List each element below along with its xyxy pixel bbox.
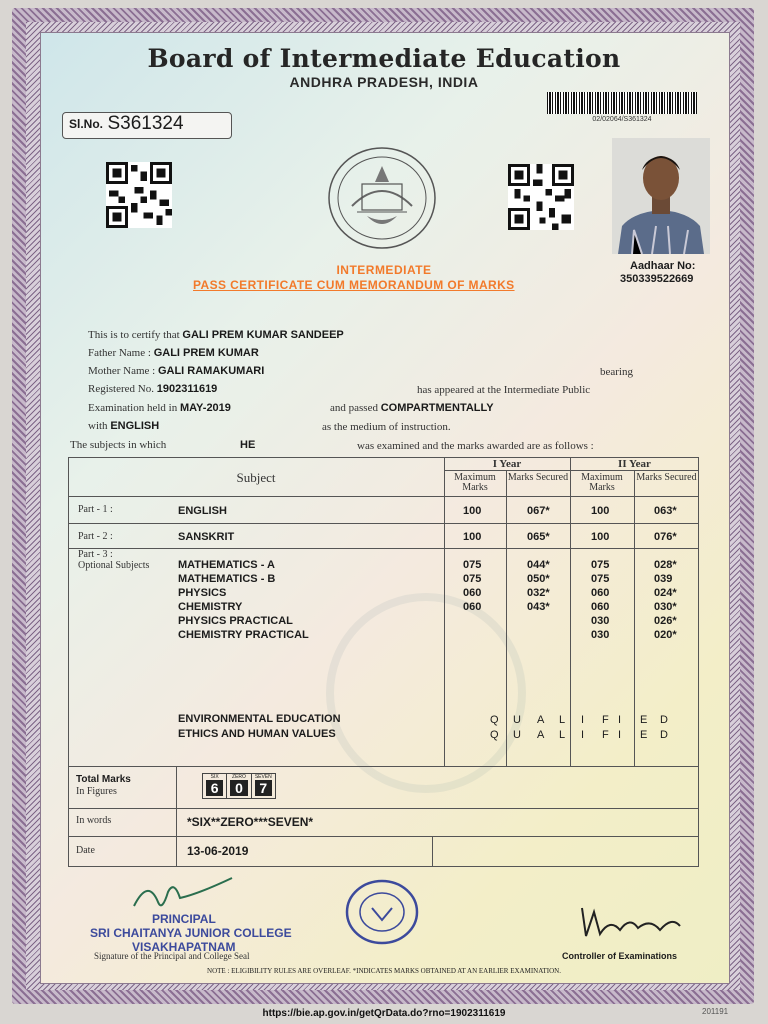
father-line [88, 347, 259, 359]
qualified-letter: I [618, 729, 622, 741]
certificate-title: PASS CERTIFICATE CUM MEMORANDUM OF MARKS [193, 278, 515, 292]
mother-name: GALI RAMAKUMARI [157, 365, 265, 377]
subject-name: PHYSICS [178, 587, 227, 599]
part3-label: Part - 3 : [78, 549, 113, 560]
qualified-letter: U [513, 729, 521, 741]
qualified-letter: Q [490, 729, 499, 741]
figure-digit: 0 [230, 780, 247, 796]
subjects-intro: The subjects in which [70, 439, 167, 451]
serial-label: Sl.No. [69, 117, 104, 131]
board-title: Board of Intermediate Education [147, 44, 621, 73]
table-rule [68, 496, 699, 497]
qualified-letter: A [537, 714, 545, 726]
signature-caption: Signature of the Principal and College Seal [94, 951, 250, 961]
year1-header: I Year [492, 458, 522, 470]
in-words-value: *SIX**ZERO***SEVEN* [187, 815, 314, 829]
college-seal [344, 878, 420, 946]
qualified-letter: D [660, 714, 668, 726]
subject-name: SANSKRIT [178, 531, 235, 543]
qualified-letter: E [640, 714, 648, 726]
subject-name: ENGLISH [178, 505, 227, 517]
mother-label: Mother Name : [88, 365, 156, 377]
qualified-letter: L [559, 714, 566, 726]
passed-value: COMPARTMENTALLY [380, 402, 494, 414]
mark-cell-y2max: 030 [591, 629, 610, 641]
subject-header: Subject [236, 470, 276, 485]
table-rule [68, 523, 699, 524]
date-label: Date [76, 845, 95, 856]
mark-cell-y1max: 075 [463, 559, 482, 571]
qualified-letter: I [618, 714, 622, 726]
mark-cell-y1sec: 065* [527, 531, 550, 543]
mark-cell-y1sec: 044* [527, 559, 550, 571]
serial-number-box [62, 112, 232, 139]
qualified-letter: Q [490, 714, 499, 726]
certificate-type: INTERMEDIATE [336, 263, 432, 277]
mark-cell-y2max: 100 [591, 531, 610, 543]
board-state: ANDHRA PRADESH, INDIA [289, 74, 479, 90]
qr-code-left [106, 162, 172, 228]
barcode-text: 02/02064/S361324 [592, 116, 652, 123]
qr-code-right [508, 164, 574, 230]
passed-label: and passed [330, 402, 378, 414]
table-rule [68, 766, 699, 767]
y2-max-header: Maximum Marks [581, 472, 623, 493]
issue-date: 13-06-2019 [187, 844, 249, 858]
table-rule [176, 808, 177, 866]
verification-url: https://bie.ap.gov.in/getQrData.do?rno=1902311619 [262, 1008, 506, 1019]
mark-cell-y1max: 075 [463, 573, 482, 585]
mark-cell-y2max: 060 [591, 601, 610, 613]
figure-digit: 6 [206, 780, 223, 796]
figure-word: SIX [210, 774, 219, 780]
qualified-letter: D [660, 729, 668, 741]
exam-month: MAY-2019 [179, 402, 231, 414]
table-rule [506, 470, 507, 766]
mark-cell-y2sec: 024* [654, 587, 677, 599]
father-name: GALI PREM KUMAR [153, 347, 259, 359]
total-label: Total Marks [76, 774, 131, 785]
passed-line [330, 402, 494, 414]
table-rule [68, 808, 699, 809]
examined-text: was examined and the marks awarded are as follows : [357, 440, 594, 452]
aadhaar-number: 350339522669 [620, 273, 694, 285]
subject-name: CHEMISTRY [178, 601, 243, 613]
medium-value: ENGLISH [110, 420, 160, 432]
student-name: GALI PREM KUMAR SANDEEP [182, 329, 344, 341]
figure-word: ZERO [232, 774, 246, 780]
principal-title: PRINCIPAL [152, 912, 216, 926]
qualified-letter: F [602, 729, 609, 741]
appeared-text: has appeared at the Intermediate Public [417, 384, 591, 396]
ethics-subject: ETHICS AND HUMAN VALUES [178, 728, 336, 740]
exam-line [88, 402, 231, 414]
principal-signature [128, 872, 238, 916]
marks-table [68, 457, 699, 867]
in-figures-label: In Figures [76, 786, 117, 797]
corner-code: 201191 [702, 1007, 729, 1016]
mark-cell-y1sec: 032* [527, 587, 550, 599]
table-rule [68, 836, 699, 837]
table-rule [176, 766, 177, 808]
mark-cell-y1max: 060 [463, 587, 482, 599]
exam-label: Examination held in [88, 402, 178, 414]
mark-cell-y1sec: 050* [527, 573, 550, 585]
subject-name: MATHEMATICS - B [178, 573, 276, 585]
reg-line [88, 383, 217, 395]
barcode [547, 92, 697, 114]
footer-note: NOTE : ELIGIBILITY RULES ARE OVERLEAF. *INDICATES MARKS OBTAINED AT AN EARLIER EXAMINATION. [207, 967, 561, 975]
mark-cell-y2sec: 028* [654, 559, 677, 571]
subject-name: MATHEMATICS - A [178, 559, 275, 571]
qualified-letter: I [581, 714, 585, 726]
mark-cell-y2max: 100 [591, 505, 610, 517]
table-rule [444, 470, 699, 471]
board-seal-emblem [327, 146, 437, 250]
bearing-text: bearing [600, 366, 633, 378]
env-edu-subject: ENVIRONMENTAL EDUCATION [178, 713, 341, 725]
mark-cell-y2max: 075 [591, 559, 610, 571]
mother-line [88, 365, 264, 377]
mark-cell-y2sec: 063* [654, 505, 677, 517]
y1-secured-header: Marks Secured [507, 472, 569, 483]
qualified-letter: E [640, 729, 648, 741]
certify-label: This is to certify that [88, 329, 180, 341]
student-photo [612, 138, 710, 254]
part2-label: Part - 2 : [78, 531, 113, 542]
subject-name: CHEMISTRY PRACTICAL [178, 629, 309, 641]
controller-label: Controller of Examinations [562, 951, 678, 961]
year2-header: II Year [618, 458, 651, 470]
qualified-letter: I [581, 729, 585, 741]
mark-cell-y2max: 075 [591, 573, 610, 585]
reg-label: Registered No. [88, 383, 154, 395]
mark-cell-y1max: 060 [463, 601, 482, 613]
pronoun: HE [240, 439, 256, 451]
subject-name: PHYSICS PRACTICAL [178, 615, 293, 627]
principal-stamp [90, 912, 292, 954]
father-label: Father Name : [88, 347, 151, 359]
with-label: with [88, 420, 108, 432]
table-rule [634, 470, 635, 766]
qualified-letter: A [537, 729, 545, 741]
mark-cell-y2sec: 026* [654, 615, 677, 627]
part1-label: Part - 1 : [78, 504, 113, 515]
mark-cell-y1max: 100 [463, 531, 482, 543]
medium-line [88, 420, 159, 432]
qualified-letter: L [559, 729, 566, 741]
college-city: VISAKHAPATNAM [132, 940, 236, 954]
mark-cell-y1sec: 067* [527, 505, 550, 517]
controller-signature [576, 898, 686, 946]
medium-text: as the medium of instruction. [322, 421, 451, 433]
qualified-letter: U [513, 714, 521, 726]
y1-max-header: Maximum Marks [454, 472, 496, 493]
table-rule [570, 457, 571, 766]
mark-cell-y2max: 030 [591, 615, 610, 627]
y2-secured-header: Marks Secured [636, 472, 697, 483]
reg-number: 1902311619 [156, 383, 218, 395]
aadhaar-label: Aadhaar No: [630, 260, 696, 272]
mark-cell-y1sec: 043* [527, 601, 550, 613]
table-rule [68, 548, 699, 549]
mark-cell-y2sec: 076* [654, 531, 677, 543]
qualified-letter: F [602, 714, 609, 726]
college-name: SRI CHAITANYA JUNIOR COLLEGE [90, 926, 292, 940]
figures-box [202, 773, 276, 799]
optional-label: Optional Subjects [78, 560, 150, 571]
figure-digit-box [252, 774, 275, 798]
mark-cell-y2sec: 020* [654, 629, 677, 641]
mark-cell-y2max: 060 [591, 587, 610, 599]
figure-word: SEVEN [254, 774, 272, 780]
figure-digit: 7 [255, 780, 272, 796]
mark-cell-y2sec: 030* [654, 601, 677, 613]
table-rule [432, 836, 433, 866]
mark-cell-y2sec: 039 [654, 573, 673, 585]
in-words-label: In words [76, 815, 112, 826]
mark-cell-y1max: 100 [463, 505, 482, 517]
table-rule [444, 457, 445, 766]
figure-digit-box [227, 774, 251, 798]
certify-line [88, 329, 344, 341]
serial-value: S361324 [107, 113, 184, 134]
figure-digit-box [203, 774, 227, 798]
